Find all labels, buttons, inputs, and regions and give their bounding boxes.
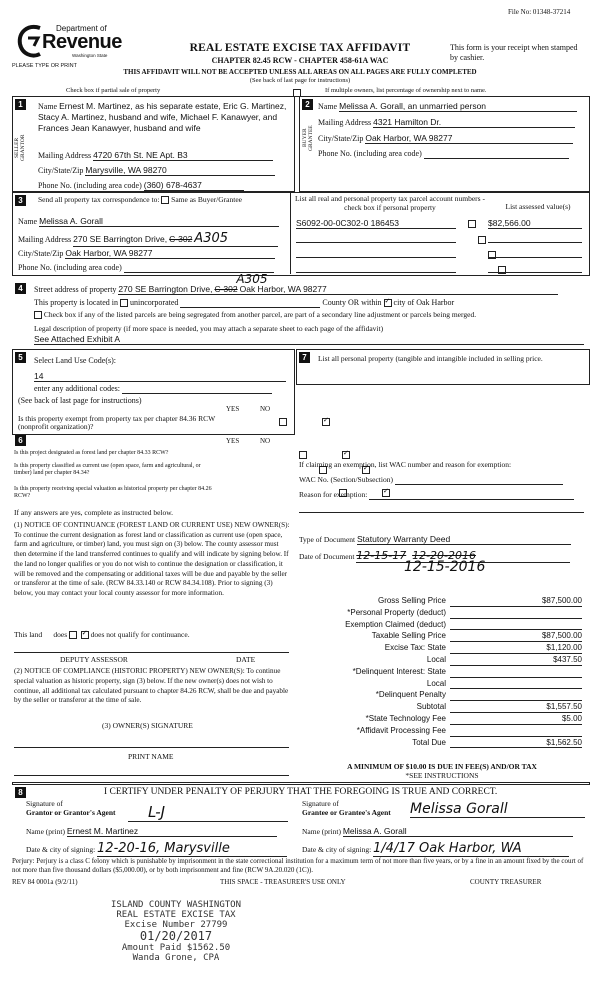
seller-grantor-label: SELLER GRANTOR	[14, 134, 26, 162]
calc-row	[296, 713, 588, 725]
parcel-number-1[interactable]: S6092-00-0C302-0 186453	[296, 218, 456, 229]
print-name-label: PRINT NAME	[128, 752, 174, 761]
stamp-county: ISLAND COUNTY WASHINGTON	[110, 900, 242, 910]
parcel-1-personal-checkbox[interactable]	[468, 220, 476, 228]
tax-name-value[interactable]: Melissa A. Gorall	[39, 216, 279, 227]
reason-row: Reason for exemption:	[299, 490, 584, 500]
calc-row	[296, 678, 588, 690]
section-1-number: 1	[15, 99, 26, 110]
calc-row-label: Gross Selling Price	[377, 596, 446, 605]
form-revision: REV 84 0001a (9/2/11)	[12, 878, 78, 886]
wac-field[interactable]	[395, 475, 563, 485]
assessed-header: List assessed value(s)	[505, 202, 571, 211]
forest-yes-checkbox[interactable]	[299, 451, 307, 459]
calc-row-value[interactable]: $1,120.00	[450, 642, 582, 654]
reason-field[interactable]	[369, 490, 574, 500]
doc-date-handwritten: 12-15-2016	[404, 559, 486, 575]
dor-logo	[16, 22, 124, 62]
treasurer-stamp	[96, 900, 256, 963]
multiple-owners-note: If multiple owners, list percentage of ownership next to name.	[325, 87, 487, 94]
sec6-yes-header: YES	[226, 437, 240, 445]
dor-name: Revenue	[42, 31, 122, 53]
seller-name-value[interactable]: Ernest M. Martinez, as his separate estate, Eric G. Martinez, Stacy A. Martinez, husband and wife, Michael F. Kanawyer, and Frances Jean Kanawyer, husband and wife	[38, 101, 287, 133]
calc-row-label: Taxable Selling Price	[371, 631, 446, 641]
legal-description-label: Legal description of property (if more space is needed, you may attach a separate sheet to each page of the affidavit)	[34, 324, 384, 333]
parcel-header: List all real and personal property tax parcel account numbers - check box if personal property	[295, 194, 485, 212]
section-3-divider	[290, 192, 291, 274]
calc-row-value[interactable]: $87,500.00	[450, 595, 582, 607]
type-note: PLEASE TYPE OR PRINT	[12, 63, 78, 69]
parcel-number-4[interactable]	[296, 263, 456, 273]
calc-row-label: Local	[426, 678, 446, 688]
buyer-phone-value[interactable]	[424, 149, 569, 159]
seller-city-label: City/State/Zip	[38, 166, 84, 175]
grantor-sig-label-2: Grantor or Grantor's Agent	[26, 808, 116, 817]
calc-row	[296, 666, 588, 678]
current-use-question: Is this property classified as current use (open space, farm and agricultural, or timber) land per chapter 84.34?	[14, 463, 201, 476]
seller-name-label: Name	[38, 102, 58, 111]
tax-phone-row: Phone No. (including area code)	[18, 263, 286, 273]
grantor-name-value[interactable]: Ernest M. Martinez	[67, 826, 277, 837]
tax-name-row: Name Melissa A. Gorall	[18, 216, 286, 227]
land-use-value[interactable]: 14	[34, 371, 286, 382]
grantor-sig-label-1: Signature of	[26, 799, 63, 808]
forest-land-question: Is this project designated as forest land per chapter 84.33 RCW?	[14, 450, 169, 456]
buyer-mailing-row	[318, 117, 583, 128]
tax-city-value[interactable]: Oak Harbor, WA 98277	[65, 248, 275, 259]
assessed-value-1[interactable]: $82,566.00	[488, 218, 582, 229]
buyer-phone-row	[318, 149, 583, 159]
section-8-number: 8	[15, 787, 26, 798]
calc-row	[296, 737, 588, 749]
owner-signature-label: (3) OWNER(S) SIGNATURE	[102, 721, 193, 730]
parcel-number-2[interactable]	[296, 233, 456, 243]
assessed-value-3[interactable]	[488, 248, 582, 258]
forest-no-checkbox[interactable]	[342, 451, 350, 459]
calc-row-label: *Delinquent Penalty	[375, 690, 446, 700]
instructions-note: (See back of last page for instructions)	[249, 77, 351, 84]
calc-row	[296, 607, 588, 619]
street-address-city[interactable]: Oak Harbor, WA 98277	[239, 284, 327, 294]
dor-state: Washington State	[72, 53, 108, 58]
stamp-amount: Amount Paid $1562.50	[121, 943, 231, 953]
calc-row-label: Total Due	[412, 737, 446, 747]
wac-row: WAC No. (Section/Subsection)	[299, 475, 584, 485]
exempt-no-checkbox[interactable]	[322, 418, 330, 426]
calc-row	[296, 619, 588, 631]
street-address-value[interactable]: 270 SE Barrington Drive,	[118, 284, 213, 294]
file-number: File No: 01348-37214	[508, 8, 571, 16]
deputy-assessor-label: DEPUTY ASSESSOR	[60, 655, 128, 664]
receipt-note: This form is your receipt when stamped by cashier.	[450, 43, 578, 62]
calc-row-value[interactable]	[450, 619, 582, 631]
seller-name-block	[38, 101, 288, 134]
reason-field-2[interactable]	[299, 510, 584, 513]
does-qualify-checkbox[interactable]	[69, 631, 77, 639]
exempt-no-header: NO	[260, 405, 271, 413]
grantee-sig-label-1: Signature of	[302, 799, 339, 808]
assessed-value-2[interactable]	[488, 233, 582, 243]
buyer-mailing-value[interactable]: 4321 Hamilton Dr.	[373, 117, 575, 128]
form-subtitle: CHAPTER 82.45 RCW - CHAPTER 458-61A WAC	[211, 56, 389, 65]
calc-row-value[interactable]: $5.00	[450, 713, 582, 725]
calc-row-value[interactable]: $437.50	[450, 654, 582, 666]
buyer-name-label: Name	[318, 102, 338, 111]
assessed-value-4[interactable]	[488, 263, 582, 273]
section-3-number: 3	[15, 195, 26, 206]
tax-mailing-row: Mailing Address 270 SE Barrington Drive, C-302 A305	[18, 231, 286, 247]
grantee-date-row: Date & city of signing: 1/4/17 Oak Harbor, WA	[302, 841, 569, 857]
seller-city-row	[38, 165, 290, 176]
calc-row-value[interactable]: $1,557.50	[450, 701, 582, 713]
does-not-qualify-checkbox[interactable]	[81, 631, 89, 639]
stamp-excise-number: Excise Number 27799	[124, 920, 228, 930]
notice-of-compliance: (2) NOTICE OF COMPLIANCE (HISTORIC PROPERTY) NEW OWNER(S): To continue special valuation as historic property, sign (3) below. If the new owner(s) does not wish to continue, all additional tax calculated pursuant to chapter 84.26 RCW, shall be due and payable by the seller or transferor at the time of sale.	[14, 667, 289, 705]
tax-mailing-handwritten: A305	[194, 231, 229, 246]
section-7-number: 7	[299, 352, 310, 363]
segregated-row: Check box if any of the listed parcels are being segregated from another parcel, are part of a secondary line adjustment or parcels being merged.	[34, 310, 594, 319]
grantee-name-value[interactable]: Melissa A. Gorall	[343, 826, 573, 837]
buyer-mailing-label: Mailing Address	[318, 118, 372, 127]
within-city-checkbox[interactable]	[384, 299, 392, 307]
personal-property-label: List all personal property (tangible and intangible included in selling price.	[318, 354, 543, 363]
calc-row-value[interactable]: $1,562.50	[450, 737, 582, 749]
same-as-buyer-checkbox[interactable]	[161, 196, 169, 204]
exempt-yes-header: YES	[226, 405, 240, 413]
calc-row	[296, 654, 588, 666]
calc-row-label: Local	[426, 654, 446, 664]
calc-row	[296, 642, 588, 654]
grantee-signature[interactable]: Melissa Gorall	[410, 801, 585, 818]
doc-date-struck-2: 12-20-2016	[412, 549, 477, 562]
form-title: REAL ESTATE EXCISE TAX AFFIDAVIT	[189, 42, 411, 54]
calc-row-label: *Affidavit Processing Fee	[356, 725, 446, 735]
tax-city-row: City/State/Zip Oak Harbor, WA 98277	[18, 248, 286, 259]
tax-calculation-table	[296, 595, 588, 748]
see-instructions-note: *SEE INSTRUCTIONS	[405, 771, 479, 780]
grantee-name-row: Name (print) Melissa A. Gorall	[302, 826, 573, 837]
calc-row	[296, 689, 588, 701]
buyer-city-label: City/State/Zip	[318, 134, 364, 143]
calc-row-value[interactable]: $87,500.00	[450, 630, 582, 642]
doc-date-row: Date of Document 12-15-17 12-20-2016	[299, 549, 584, 563]
sec6-no-header: NO	[260, 437, 271, 445]
calc-row-label: Excise Tax: State	[384, 643, 446, 653]
certify-statement: I CERTIFY UNDER PENALTY OF PERJURY THAT THE FOREGOING IS TRUE AND CORRECT.	[104, 787, 498, 797]
doc-date-struck-1: 12-15-17	[356, 549, 407, 562]
calc-row-label: *Delinquent Interest: State	[352, 666, 446, 676]
deputy-date-label: DATE	[236, 655, 256, 664]
section-6-number: 6	[15, 435, 26, 446]
buyer-phone-label: Phone No. (including area code)	[318, 149, 422, 158]
additional-codes-row: enter any additional codes:	[34, 384, 286, 394]
exempt-question: Is this property exempt from property tax per chapter 84.36 RCW (nonprofit organization)?	[18, 414, 216, 431]
calc-row	[296, 595, 588, 607]
grantee-sig-label-2: Grantee or Grantee's Agent	[302, 808, 391, 817]
treasurer-use-only: THIS SPACE - TREASURER'S USE ONLY	[220, 878, 346, 886]
owner-signature-line[interactable]	[14, 747, 289, 748]
exempt-yes-checkbox[interactable]	[279, 418, 287, 426]
tax-correspondence-label: Send all property tax correspondence to: Same as Buyer/Grantee	[38, 195, 242, 204]
doc-type-value[interactable]: Statutory Warranty Deed	[357, 534, 571, 545]
section-8-top-rule	[12, 782, 590, 785]
unincorporated-checkbox[interactable]	[120, 299, 128, 307]
if-yes-note: If any answers are yes, complete as instructed below.	[14, 508, 174, 517]
seller-phone-label: Phone No. (including area code)	[38, 181, 142, 190]
seller-mailing-label: Mailing Address	[38, 151, 92, 160]
county-treasurer-label: COUNTY TREASURER	[470, 878, 542, 886]
print-name-line[interactable]	[14, 775, 289, 776]
calc-row	[296, 630, 588, 642]
calc-row	[296, 701, 588, 713]
notice-of-continuance: (1) NOTICE OF CONTINUANCE (FOREST LAND OR CURRENT USE) NEW OWNER(S): To continue the current designation as forest land or classification as current use (open space, farm and agriculture, or timber) land, you must sign on (3) below. The county assessor must then determine if the land transferred continues to qualify and will indicate by signing below. If the land no longer qualifies or you do not wish to continue the designation or classification, it will be removed and the compensating or additional taxes will be due and payable by the seller or transferor at the time of sale. (RCW 84.33.140 or RCW 84.34.108). Prior to signing (3) below, you may contact your local county assessor for more information.	[14, 521, 290, 597]
grantor-signature[interactable]: L-J	[128, 803, 288, 822]
tax-mailing-struck: C-302	[169, 234, 193, 244]
additional-codes-field[interactable]	[122, 384, 272, 394]
street-address-row: Street address of property 270 SE Barrington Drive, C-302 A305 Oak Harbor, WA 98277	[34, 284, 584, 295]
section-2-number: 2	[302, 99, 313, 110]
section-5-number: 5	[15, 352, 26, 363]
land-use-label: Select Land Use Code(s):	[34, 356, 116, 365]
buyer-city-value[interactable]: Oak Harbor, WA 98277	[365, 133, 573, 144]
seller-mailing-row	[38, 150, 290, 161]
historical-question: Is this property receiving special valuation as historical property per chapter 84.26 RCW?	[14, 486, 212, 499]
calc-row-value[interactable]	[450, 607, 582, 619]
calc-row-value[interactable]	[450, 725, 582, 737]
stamp-tax-type: REAL ESTATE EXCISE TAX	[116, 910, 236, 920]
stamp-date: 01/20/2017	[139, 929, 213, 943]
parcel-number-3[interactable]	[296, 248, 456, 258]
buyer-name-row	[318, 101, 583, 112]
calc-row-value[interactable]	[450, 689, 582, 701]
grantee-date-value[interactable]: 1/4/17 Oak Harbor, WA	[373, 841, 569, 857]
legal-description-value[interactable]: See Attached Exhibit A	[34, 334, 584, 345]
seller-mailing-value[interactable]: 4720 67th St. NE Apt. B3	[93, 150, 273, 161]
property-location-row: This property is located in unincorporated County OR within ✓ city of Oak Harbor	[34, 298, 584, 308]
grantor-name-row: Name (print) Ernest M. Martinez	[26, 826, 277, 837]
calc-row	[296, 725, 588, 737]
calc-row-label: Exemption Claimed (deduct)	[345, 619, 446, 629]
section-4-number: 4	[15, 283, 26, 294]
segregated-checkbox[interactable]	[34, 311, 42, 319]
partial-sale-label: Check box if partial sale of property	[66, 87, 161, 94]
see-back-note: (See back of last page for instructions)	[18, 396, 142, 405]
street-address-handwritten: A305	[236, 272, 268, 286]
deputy-assessor-line[interactable]	[14, 652, 289, 653]
seller-city-value[interactable]: Marysville, WA 98270	[85, 165, 275, 176]
doc-type-row: Type of Document Statutory Warranty Deed	[299, 534, 584, 545]
continuance-qualify-row: This land does ✓ does not qualify for continuance.	[14, 630, 190, 639]
perjury-notice: Perjury: Perjury is a class C felony which is punishable by imprisonment in the state correctional institution for a maximum term of not more than five years, or by a fine in an amount fixed by the court of not more than five thousand dollars ($5,000.00), or by both imprisonment and fine (RCW 9A.20.020 (1C)).	[12, 857, 584, 874]
buyer-name-value[interactable]: Melissa A. Gorall, an unmarried person	[339, 101, 577, 112]
tax-mailing-value[interactable]: 270 SE Barrington Drive,	[73, 234, 168, 244]
calc-row-label: Subtotal	[416, 702, 446, 712]
seller-phone-row	[38, 180, 290, 191]
dor-logo-mark-icon	[16, 22, 44, 60]
calc-row-value[interactable]	[450, 678, 582, 690]
stamp-signer: Wanda Grone, CPA	[132, 953, 220, 963]
exemption-label: If claiming an exemption, list WAC number and reason for exemption:	[299, 460, 512, 469]
street-address-struck: C-302	[214, 284, 238, 294]
grantor-date-row: Date & city of signing: 12-20-16, Marysville	[26, 841, 287, 857]
grantor-date-value[interactable]: 12-20-16, Marysville	[97, 841, 287, 857]
warning-text: THIS AFFIDAVIT WILL NOT BE ACCEPTED UNLESS ALL AREAS ON ALL PAGES ARE FULLY COMPLETED	[123, 68, 477, 76]
calc-row-value[interactable]	[450, 666, 582, 678]
minimum-fee-note: A MINIMUM OF $10.00 IS DUE IN FEE(S) AND/OR TAX	[347, 762, 537, 771]
calc-row-label: *Personal Property (deduct)	[347, 607, 446, 617]
parcel-2-personal-checkbox[interactable]	[478, 236, 486, 244]
buyer-grantee-label: BUYER GRANTEE	[302, 125, 314, 151]
seller-phone-value[interactable]: (360) 678-4637	[144, 180, 244, 191]
buyer-city-row	[318, 133, 583, 144]
calc-row-label: *State Technology Fee	[365, 713, 446, 723]
dor-dept-of: Department of	[56, 24, 107, 33]
